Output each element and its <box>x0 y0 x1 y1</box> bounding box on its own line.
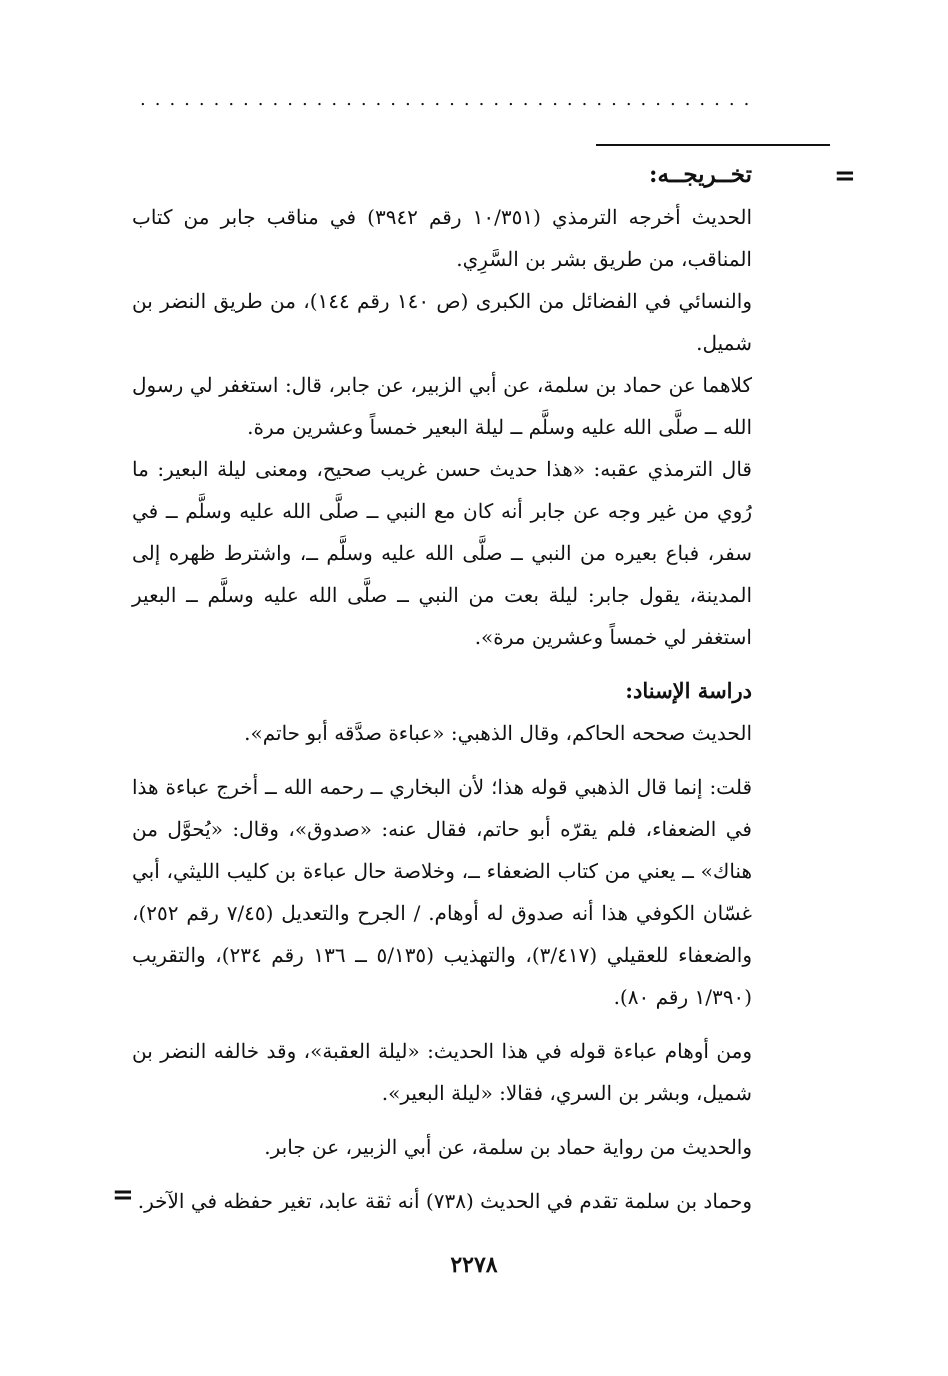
page-number: ٢٢٧٨ <box>450 1252 498 1278</box>
continuation-mark-top: = <box>834 161 856 191</box>
isnad-paragraph-hammad: وحماد بن سلمة تقدم في الحديث (٧٣٨) أنه ثقة عابد، تغير حفظه في الآخر. <box>137 1189 752 1213</box>
takhrij-heading: تخــريجــه: <box>649 161 752 188</box>
isnad-paragraph-awham: ومن أوهام عباءة قوله في هذا الحديث: «ليلة العقبة»، وقد خالفه النضر بن شميل، وبشر بن السري، فقالا: «ليلة البعير». <box>132 1039 752 1105</box>
takhrij-paragraph-nasai: والنسائي في الفضائل من الكبرى (ص ١٤٠ رقم ١٤٤)، من طريق النضر بن شميل. <box>132 289 752 355</box>
dotted-header-line: .......................................... <box>140 92 759 108</box>
takhrij-paragraph-tirmidhi: الحديث أخرجه الترمذي (١٠/٣٥١ رقم ٣٩٤٢) في مناقب جابر من كتاب المناقب، من طريق بشر بن السَّرِي. <box>132 205 753 271</box>
takhrij-paragraph-chain: كلاهما عن حماد بن سلمة، عن أبي الزبير، عن جابر، قال: استغفر لي رسول الله ــ صلَّى الله عليه وسلَّم ــ ليلة البعير خمساً وعشرين مرة. <box>132 373 752 439</box>
continuation-mark-bottom: = <box>112 1180 134 1210</box>
isnad-heading: دراسة الإسناد: <box>625 678 752 703</box>
footnote-separator-rule <box>596 144 830 146</box>
takhrij-paragraph-tirmidhi-comment: قال الترمذي عقبه: «هذا حديث حسن غريب صحيح، ومعنى ليلة البعير: ما رُوي من غير وجه عن جابر أنه كان مع النبي ــ صلَّى الله عليه وسلَّم ــ في سفر، فباع بعيره من النبي ــ صلَّى الله عليه وسلَّم ــ، واشترط ظهره إلى المدينة، يقول جابر: ليلة بعت من النبي ــ صلَّى الله عليه وسلَّم ــ البعير استغفر لي خمساً وعشرين مرة». <box>132 457 752 649</box>
isnad-paragraph-hakim: الحديث صححه الحاكم، وقال الذهبي: «عباءة صدَّقه أبو حاتم». <box>244 721 752 745</box>
page-body <box>132 154 752 1222</box>
isnad-paragraph-qultu: قلت: إنما قال الذهبي قوله هذا؛ لأن البخاري ــ رحمه الله ــ أخرج عباءة هذا في الضعفاء، فلم يقرّه أبو حاتم، فقال عنه: «صدوق»، وقال: «يُحوَّل من هناك» ــ يعني من كتاب الضعفاء ــ، وخلاصة حال عباءة بن كليب الليثي، أبي غسّان الكوفي هذا أنه صدوق له أوهام. / الجرح والتعديل (٧/٤٥ رقم ٢٥٢)، والضعفاء للعقيلي (٣/٤١٧)، والتهذيب (٥/١٣٥ ــ ١٣٦ رقم ٢٣٤)، والتقريب (١/٣٩٠ رقم ٨٠). <box>132 775 752 1009</box>
isnad-paragraph-riwaya: والحديث من رواية حماد بن سلمة، عن أبي الزبير، عن جابر. <box>264 1135 752 1159</box>
